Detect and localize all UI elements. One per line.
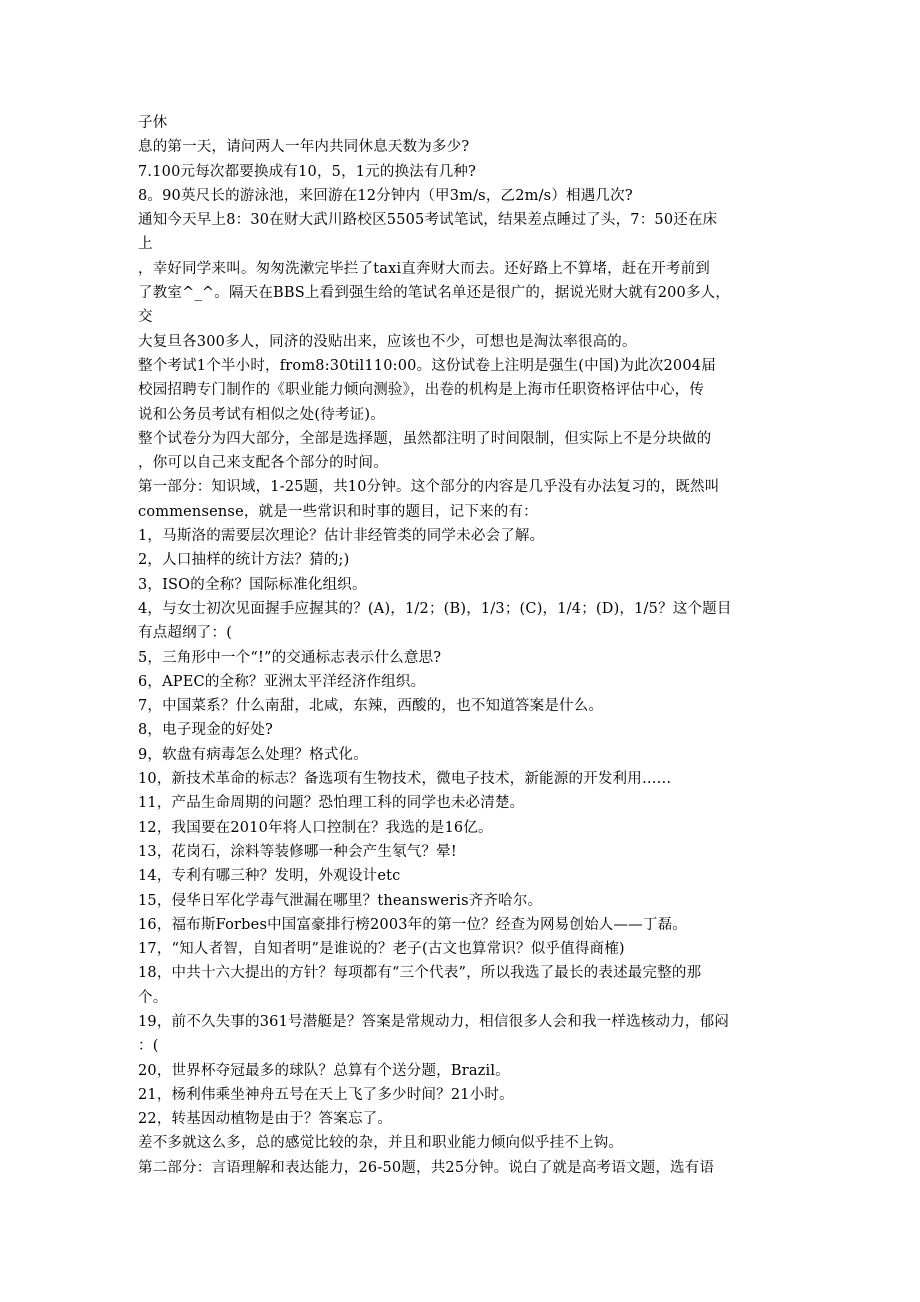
text-line: 19，前不久失事的361号潜艇是？答案是常规动力，相信很多人会和我一样选核动力，郁闷 (138, 1013, 730, 1030)
text-line: 5，三角形中一个“!”的交通标志表示什么意思? (138, 649, 442, 666)
text-line: 6，APEC的全称？亚洲太平洋经济作组织。 (138, 673, 426, 690)
text-line: 差不多就这么多，总的感觉比较的杂，并且和职业能力倾向似乎挂不上钩。 (138, 1135, 624, 1152)
text-line: 14，专利有哪三种？发明，外观设计etc (138, 868, 401, 885)
text-line: 子休 (138, 115, 168, 131)
text-line: 2，人口抽样的统计方法？猜的;) (138, 552, 350, 569)
text-line: 1，马斯洛的需要层次理论？估计非经管类的同学未必会了解。 (138, 528, 545, 545)
text-line: 整个考试1个半小时，from8:30til110:00。这份试卷上注明是强生(中国)为此次2004届 (138, 357, 716, 374)
document-body-text (138, 111, 788, 1180)
text-line: 16，福布斯Forbes中国富豪排行榜2003年的第一位？经查为网易创始人——丁磊。 (138, 916, 687, 933)
text-line: 了教室^_^。隔天在BBS上看到强生给的笔试名单还是很广的，据说光财大就有200多人， (138, 285, 731, 302)
text-line: 17，“知人者智，自知者明”是谁说的？老子(古文也算常识？似乎值得商榷) (138, 941, 625, 958)
text-line: 整个试卷分为四大部分，全部是选择题，虽然都注明了时间限制，但实际上不是分块做的 (138, 430, 712, 447)
text-line: 21，杨利伟乘坐神舟五号在天上飞了多少时间？21小时。 (138, 1086, 514, 1103)
text-line: 8。90英尺长的游泳池，来回游在12分钟内（甲3m/s，乙2m/s）相遇几次? (138, 187, 633, 204)
text-line: commensense，就是一些常识和时事的题目，记下来的有： (138, 503, 538, 520)
text-line: 20，世界杯夺冠最多的球队？总算有个送分题，Brazil。 (138, 1062, 510, 1079)
text-line: 11，产品生命周期的问题？恐怕理工科的同学也未必清楚。 (138, 795, 525, 812)
text-line: 校园招聘专门制作的《职业能力倾向测验》，出卷的机构是上海市任职资格评估中心，传 (138, 382, 705, 399)
text-line: 8，电子现金的好处? (138, 722, 273, 739)
text-line: 有点超纲了：( (138, 625, 233, 642)
text-line: 3，ISO的全称？国际标准化组织。 (138, 576, 367, 593)
text-line: 通知今天早上8：30在财大武川路校区5505考试笔试，结果差点睡过了头，7：50还在床 (138, 212, 718, 229)
text-line: ，你可以自己来支配各个部分的时间。 (138, 455, 388, 472)
text-line: 说和公务员考试有相似之处(待考证)。 (138, 406, 385, 423)
text-line: 12，我国要在2010年将人口控制在？我选的是16亿。 (138, 819, 493, 836)
text-line: 13，花岗石，涂料等装修哪一种会产生氡气？晕! (138, 843, 457, 860)
text-line: 18，中共十六大提出的方针？每项都有“三个代表”，所以我选了最长的表述最完整的那 (138, 965, 702, 982)
text-line: 息的第一天，请问两人一年内共同休息天数为多少? (138, 139, 470, 156)
text-line: 15，侵华日军化学毒气泄漏在哪里？theansweris齐齐哈尔。 (138, 892, 543, 909)
text-line: 22，转基因动植物是由于？答案忘了。 (138, 1111, 393, 1128)
text-line: 第一部分：知识域，1-25题，共10分钟。这个部分的内容是几乎没有办法复习的，既然叫 (138, 479, 720, 496)
text-line: 个。 (138, 989, 168, 1006)
text-line: 上 (138, 236, 153, 253)
text-line: 交 (138, 309, 153, 326)
text-line: ，幸好同学来叫。匆匆洗漱完毕拦了taxi直奔财大而去。还好路上不算堵，赶在开考前到 (138, 260, 710, 277)
text-line: 9，软盘有病毒怎么处理？格式化。 (138, 746, 368, 763)
text-line: 第二部分：言语理解和表达能力，26-50题，共25分钟。说白了就是高考语文题，选有语 (138, 1159, 715, 1176)
text-line: 10，新技术革命的标志？备选项有生物技术，微电子技术，新能源的开发利用…… (138, 771, 672, 788)
text-line: 4，与女士初次见面握手应握其的？(A)，1/2；(B)，1/3；(C)，1/4；(D)，1/5？这个题目 (138, 600, 732, 617)
text-line: 大复旦各300多人，同济的没贴出来，应该也不少，可想也是淘汰率很高的。 (138, 333, 637, 350)
text-line: ：( (138, 1038, 159, 1055)
text-line: 7，中国菜系？什么南甜，北咸，东辣，西酸的，也不知道答案是什么。 (138, 698, 604, 715)
text-line: 7.100元每次都要换成有10，5，1元的换法有几种? (138, 163, 477, 180)
